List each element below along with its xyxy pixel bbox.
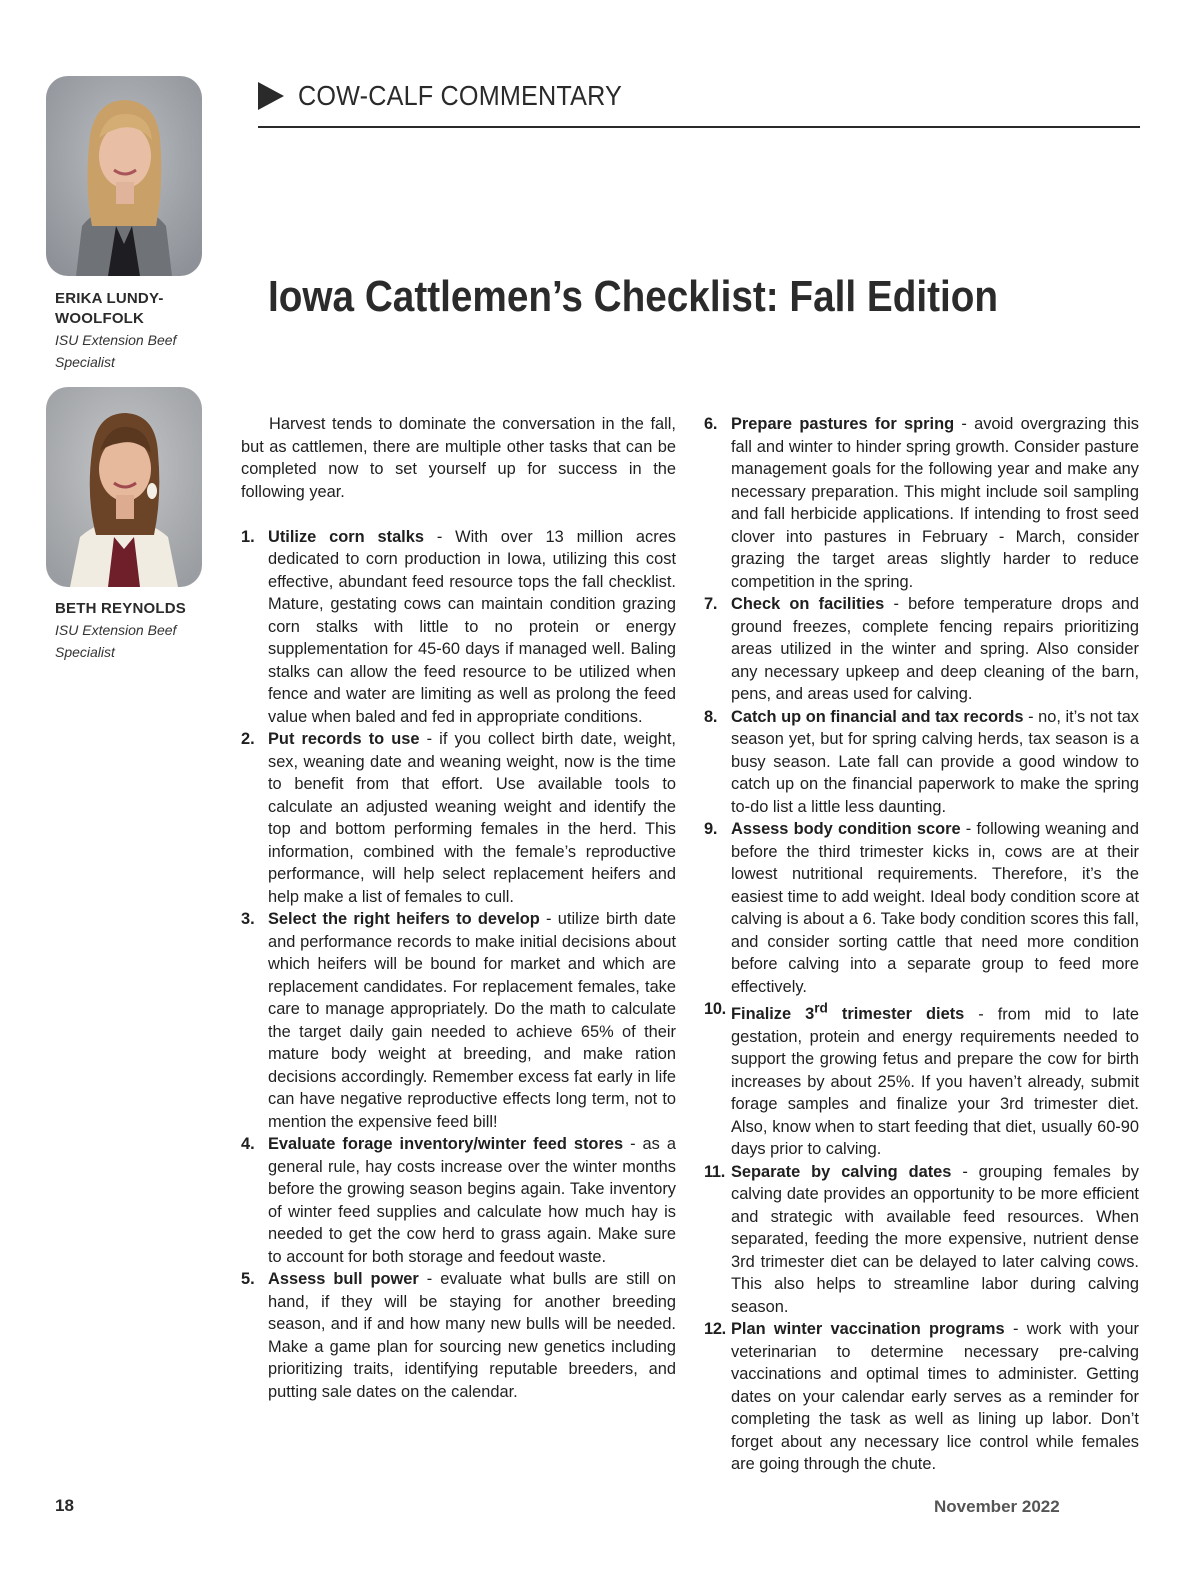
item-lead: Prepare pastures for spring [731,415,955,433]
item-body: - evaluate what bulls are still on hand, if they will be staying for another breeding season, and if and how many new bulls will be needed. Make a game plan for sourcing new genetics including prioritizing traits, identifying reputable breeders, and putting sale dates on the calendar. [268,1270,676,1401]
item-number: 2. [241,730,255,748]
item-body: - following weaning and before the third trimester kicks in, cows are at their lowest nutritional requirements. Therefore, it’s the easiest time to add weight. Ideal body condition score at calving is about a 6. Take body condition scores this fall, and consider sorting cattle that need more condition before calving into a separate group to feed more effectively. [731,820,1139,996]
author-1 [55,289,225,373]
issue-date: November 2022 [934,1497,1060,1516]
item-lead-superscript: rd [814,1001,828,1016]
checklist-item [241,1133,676,1268]
item-lead: Separate by calving dates [731,1162,952,1181]
checklist-item [704,1318,1139,1476]
author-photo-erika [46,76,202,276]
item-lead: Plan winter vaccination programs [731,1320,1005,1339]
item-body: - With over 13 million acres dedicated to corn production in Iowa, utilizing this cost effective, abundant feed resource tops the fall checklist. Mature, gestating cows can maintain condition grazing corn stalks with little to no protein or energy supplementation for 45-60 days if managed well. Baling stalks can allow the feed resource to be utilized when fence and water are limiting as well as prolong the feed value when baled and fed in appropriate conditions. [268,527,676,726]
intro-paragraph: Harvest tends to dominate the conversation in the fall, but as cattlemen, there are multiple other tasks that can be completed now to set yourself up for success in the following year. [241,415,676,501]
author-2-name: BETH REYNOLDS [55,600,186,617]
item-body: - if you collect birth date, weight, sex, weaning date and weaning weight, now is the time to benefit from that effort. Use available tools to calculate an adjusted weaning weight and identify the top and bottom performing females in the herd. This information, combined with the female’s reproductive performance, will help select replacement heifers and help make a list of females to cull. [268,730,676,906]
author-2-role: ISU Extension Beef Specialist [55,622,177,660]
item-lead: Put records to use [268,730,420,748]
item-lead: Assess body condition score [731,820,961,838]
page-number: 18 [55,1496,74,1515]
checklist-item [704,413,1139,593]
item-number: 7. [704,595,718,613]
checklist-item [704,1161,1139,1319]
article-title: Iowa Cattlemen’s Checklist: Fall Edition [268,272,999,321]
item-number: 3. [241,910,255,928]
author-1-name: ERIKA LUNDY-WOOLFOLK [55,290,164,327]
author-2 [55,599,225,663]
section-label: COW-CALF COMMENTARY [298,80,623,111]
checklist-item [704,818,1139,998]
item-lead: Assess bull power [268,1270,419,1288]
item-number: 12. [704,1320,726,1339]
item-body: - avoid overgrazing this fall and winter to hinder spring growth. Consider pasture management goals for the following year and make any necessary preparation. This might include soil sampling and fall herbicide applications. If intending to frost seed clover into pastures in February - March, consider grazing the target areas slightly harder to reduce competition in the spring. [731,415,1139,591]
item-number: 11. [704,1162,725,1181]
checklist-item [241,1268,676,1403]
checklist-item [704,998,1139,1161]
column-left [241,413,676,1403]
play-triangle-icon [258,82,284,110]
checklist-item [704,593,1139,706]
item-number: 1. [241,527,255,546]
checklist-item [241,728,676,908]
column-right [704,413,1139,1476]
header-rule [258,126,1140,128]
item-lead: Utilize corn stalks [268,527,424,546]
item-lead: Select the right heifers to develop [268,910,540,928]
item-number: 6. [704,415,718,433]
checklist-item [704,706,1139,819]
item-body: - utilize birth date and performance records to make initial decisions about which heifers will be bound for market and which are replacement candidates. For replacement females, take care to manage appropriately. Do the math to calculate the target daily gain needed to achieve 65% of their mature body weight at breeding, and make ration decisions accordingly. Remember excess fat early in life can have negative reproductive effects long term, not to mention the expensive feed bill! [268,910,676,1131]
item-number: 8. [704,707,718,726]
item-lead: Catch up on financial and tax records [731,707,1024,726]
item-body: - no, it’s not tax season yet, but for spring calving herds, tax season is a busy season. Late fall can provide a good window to catch up on the financial paperwork to make the spring to-do list a little less daunting. [731,707,1140,816]
item-body: - grouping females by calving date provides an opportunity to be more efficient and strategic with available feed resources. When separated, feeding the more expensive, nutrient dense 3rd trimester diet can be delayed to later calving cows. This also helps to streamline labor during calving season. [731,1162,1139,1316]
checklist-item [241,908,676,1133]
item-lead-rest: trimester diets [827,1005,965,1024]
item-body: - before temperature drops and ground freezes, complete fencing repairs prioritizing areas utilized in the winter and spring. Also consider any necessary upkeep and deep cleaning of the barn, pens, and areas used for calving. [731,595,1139,703]
item-body: - from mid to late gestation, protein and energy requirements needed to support the growing fetus and prepare the cow for birth increases by about 25%. If you haven’t already, submit forage samples and finalize your 3rd trimester diet. Also, know when to start feeding that diet, usually 60-90 days prior to calving. [731,1005,1139,1159]
item-number: 5. [241,1270,255,1288]
section-header [258,80,658,112]
item-body: - as a general rule, hay costs increase over the winter months before the growing season begins again. Take inventory of winter feed supplies and calculate how much hay is needed to get the cow herd to grass again. Make sure to account for both storage and feedout waste. [268,1135,676,1266]
item-body: - work with your veterinarian to determine necessary pre-calving vaccinations and optimal times to administer. Getting dates on your calendar early serves as a reminder for completing the task as well as lining up labor. Don’t forget about any necessary lice control while females are going through the chute. [731,1320,1139,1474]
item-lead [731,1001,965,1024]
item-number: 4. [241,1135,255,1153]
item-number: 10. [704,1000,726,1018]
author-1-role: ISU Extension Beef Specialist [55,332,177,370]
item-number: 9. [704,820,718,838]
item-lead: Check on facilities [731,595,885,613]
author-photo-beth [46,387,202,587]
checklist-item [241,526,676,729]
item-lead: Evaluate forage inventory/winter feed stores [268,1135,624,1153]
item-lead-text: Finalize 3 [731,1005,815,1024]
